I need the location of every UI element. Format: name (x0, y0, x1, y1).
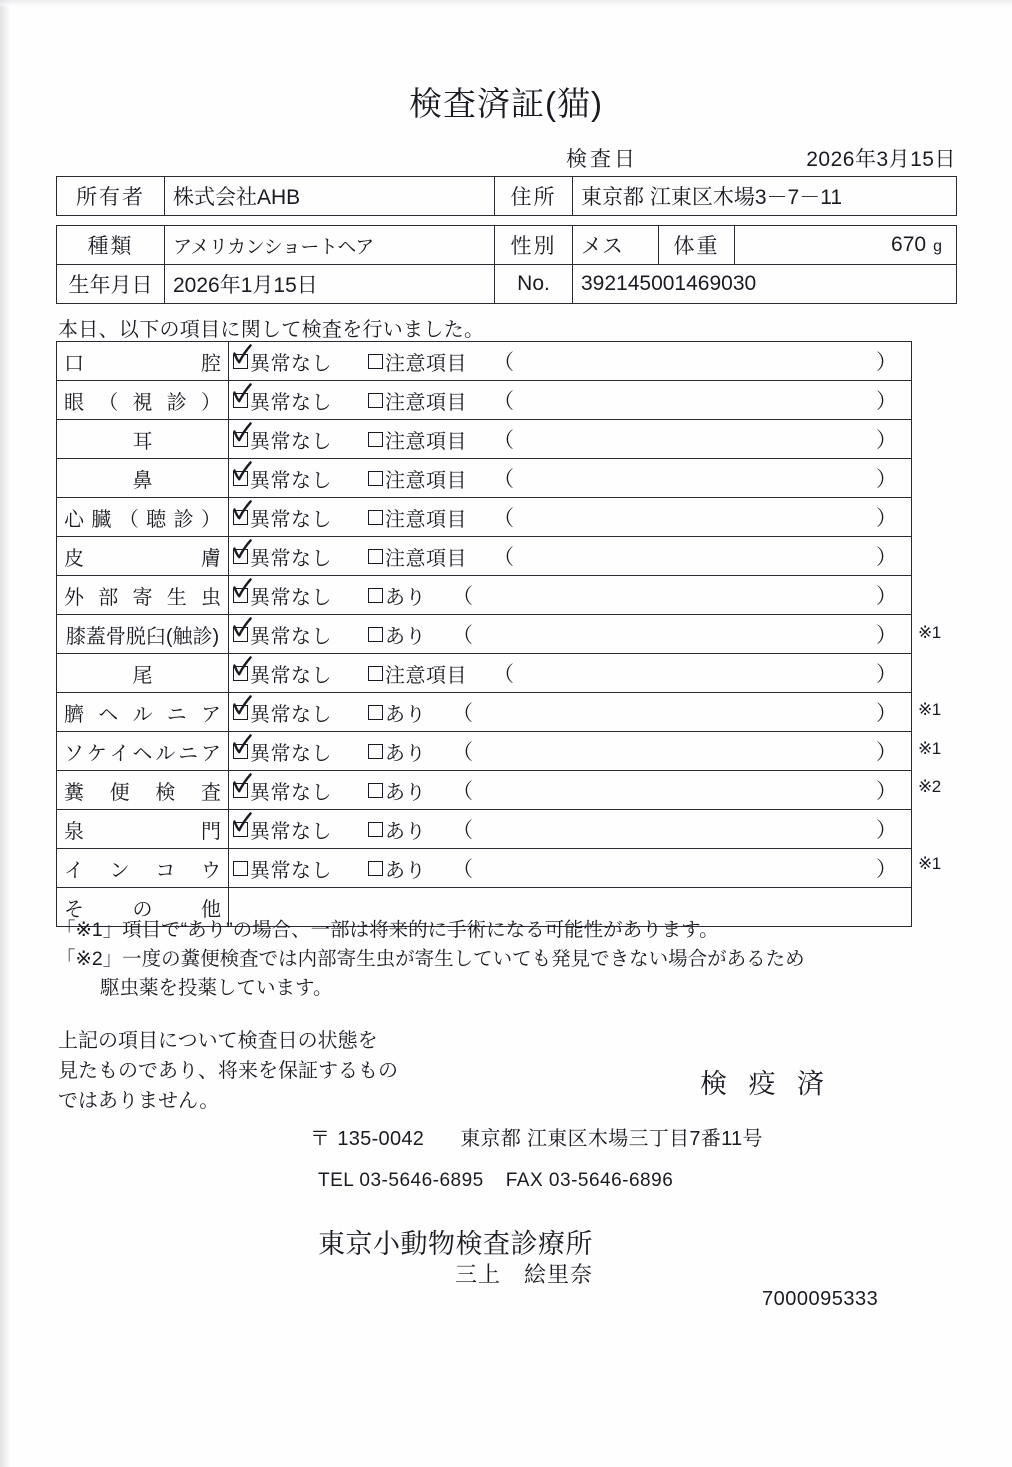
option-normal-checkbox[interactable] (233, 627, 248, 642)
option-secondary[interactable] (368, 464, 467, 493)
option-secondary[interactable] (368, 737, 426, 766)
remark-paren-close: ） (876, 819, 897, 842)
page-title: 検査済証(猫) (409, 85, 603, 122)
remark-paren-close: ） (876, 507, 897, 530)
option-secondary-label: あり (385, 625, 426, 648)
scan-edge-shadow-left (0, 0, 10, 1467)
exam-date-row (56, 143, 956, 169)
checklist-options-cell (229, 381, 912, 420)
checklist-item-label (57, 342, 229, 381)
option-normal[interactable] (233, 737, 332, 766)
checklist-item-label (57, 732, 229, 771)
remark-paren-open: （ (493, 390, 514, 413)
remark-paren-close: ） (876, 858, 897, 881)
clinic-postal-line (310, 1122, 763, 1151)
remark-paren-close: ） (876, 624, 897, 647)
option-secondary[interactable] (368, 659, 467, 688)
weight-label: 体重 (659, 226, 735, 265)
clinic-tel: TEL 03-5646-6895 (318, 1170, 484, 1191)
remark-paren-close: ） (876, 663, 897, 686)
option-normal-checkbox[interactable] (233, 744, 248, 759)
checklist-item-label (57, 498, 229, 537)
disclaimer-line-3: ではありません。 (58, 1090, 220, 1112)
option-secondary-label: あり (385, 586, 426, 609)
sex-value: メス (573, 226, 659, 265)
scan-edge-shadow-top (0, 0, 1012, 6)
clinic-address: 東京都 江東区木場三丁目7番11号 (460, 1128, 763, 1150)
option-secondary-checkbox[interactable] (368, 705, 383, 720)
checklist-item-label (57, 615, 229, 654)
option-normal[interactable] (233, 620, 332, 649)
clinic-fax: FAX 03-5646-6896 (505, 1170, 674, 1191)
option-normal[interactable] (233, 815, 332, 844)
remark-paren-close: ） (876, 429, 897, 452)
option-secondary-label: 注意項目 (385, 469, 467, 492)
remark-paren-close: ） (876, 351, 897, 374)
option-normal-label: 異常なし (250, 625, 332, 648)
option-secondary-label: あり (385, 781, 426, 804)
option-secondary-checkbox[interactable] (368, 432, 383, 447)
checklist-item-label (57, 537, 229, 576)
option-normal-label: 異常なし (250, 391, 332, 414)
checklist-row (57, 459, 912, 498)
remark-paren-open: （ (452, 858, 473, 881)
label-text: ソ ケ イ ヘ ル ニ ア (64, 742, 221, 765)
option-secondary-checkbox[interactable] (368, 588, 383, 603)
option-line (233, 459, 911, 497)
label-text: 口 腔 (64, 352, 221, 375)
checklist-row (57, 810, 912, 849)
option-secondary-label: 注意項目 (385, 391, 467, 414)
option-line (233, 771, 911, 809)
address-value: 東京都 江東区木場3－7－11 (573, 177, 957, 216)
checklist-lead-text: 本日、以下の項目に関して検査を行いました。 (58, 319, 485, 341)
checklist-row (57, 420, 912, 459)
option-secondary[interactable] (368, 581, 426, 610)
option-secondary-label: 注意項目 (385, 547, 467, 570)
number-value: 392145001469030 (573, 265, 957, 304)
option-normal[interactable] (233, 503, 332, 532)
address-label: 住所 (495, 177, 573, 216)
footnote-2: 「※2」一度の糞便検査では内部寄生虫が寄生していても発見できない場合があるため (56, 948, 805, 970)
number-label: No. (495, 265, 573, 304)
label-text: 膝蓋骨脱臼(触診) (65, 625, 220, 648)
option-normal-label: 異常なし (250, 781, 332, 804)
option-normal-label: 異常なし (250, 352, 332, 375)
option-normal[interactable] (233, 698, 332, 727)
checklist-row (57, 771, 912, 810)
option-normal-checkbox[interactable] (233, 354, 248, 369)
option-normal-checkbox[interactable] (233, 471, 248, 486)
option-secondary-label: 注意項目 (385, 430, 467, 453)
checklist-row (57, 498, 912, 537)
option-secondary[interactable] (368, 425, 467, 454)
option-normal-label: 異常なし (250, 430, 332, 453)
option-line (233, 576, 911, 614)
clinic-zip: 135-0042 (337, 1128, 425, 1150)
checklist-row (57, 537, 912, 576)
option-line (233, 381, 911, 419)
option-secondary-checkbox[interactable] (368, 549, 383, 564)
option-normal[interactable] (233, 542, 332, 571)
checklist-options-cell (229, 420, 912, 459)
option-normal-label: 異常なし (250, 469, 332, 492)
option-line (233, 420, 911, 458)
option-secondary[interactable] (368, 776, 426, 805)
option-secondary-label: あり (385, 859, 426, 882)
checklist-row (57, 576, 912, 615)
option-normal[interactable] (233, 347, 332, 376)
checklist-options-cell (229, 654, 912, 693)
option-normal[interactable] (233, 854, 332, 883)
checklist-options-cell (229, 615, 912, 654)
checklist-item-label (57, 459, 229, 498)
remark-paren-close: ） (876, 741, 897, 764)
option-line (233, 537, 911, 575)
remark-paren-close: ） (876, 585, 897, 608)
checklist-row (57, 693, 912, 732)
option-line (233, 654, 911, 692)
checklist-options-cell (229, 849, 912, 888)
footnote-marker: ※1 (918, 738, 941, 758)
option-normal-checkbox[interactable] (233, 861, 248, 876)
option-line (233, 693, 911, 731)
checklist-item-label (57, 810, 229, 849)
label-text: イ ン コ ウ (64, 859, 221, 882)
remark-paren-close: ） (876, 702, 897, 725)
footnote-marker: ※1 (918, 700, 941, 720)
veterinarian-name: 三上 絵里奈 (455, 1262, 594, 1287)
birthdate-label: 生年月日 (57, 265, 165, 304)
remark-paren-close: ） (876, 468, 897, 491)
option-normal-label: 異常なし (250, 703, 332, 726)
birthdate-row (57, 265, 957, 304)
checklist-row (57, 342, 912, 381)
option-secondary-checkbox[interactable] (368, 510, 383, 525)
weight-value: 670 (891, 233, 927, 256)
remark-paren-close: ） (876, 546, 897, 569)
option-normal[interactable] (233, 659, 332, 688)
label-text: そ の 他 (64, 898, 221, 921)
footnote-1: 「※1」項目で“あり”の場合、一部は将来的に手術になる可能性があります。 (56, 919, 719, 941)
breed-label: 種類 (57, 226, 165, 265)
option-secondary[interactable] (368, 503, 467, 532)
checklist-item-label (57, 576, 229, 615)
option-secondary-checkbox[interactable] (368, 822, 383, 837)
checklist-item-label (57, 693, 229, 732)
option-line (233, 342, 911, 380)
sex-label: 性別 (495, 226, 573, 265)
option-secondary-label: 注意項目 (385, 664, 467, 687)
checklist-item-label (57, 849, 229, 888)
inspection-checklist-table (56, 341, 912, 927)
option-line (233, 849, 911, 887)
label-text: 臍 ヘ ル ニ ア (64, 703, 221, 726)
checklist-row (57, 615, 912, 654)
footnote-marker: ※2 (918, 777, 941, 797)
option-secondary[interactable] (368, 386, 467, 415)
label-text: 糞 便 検 査 (64, 781, 221, 804)
label-text: 鼻 (132, 469, 153, 492)
option-line (233, 498, 911, 536)
option-normal-checkbox[interactable] (233, 822, 248, 837)
checklist-item-label (57, 381, 229, 420)
disclaimer-line-1: 上記の項目について検査日の状態を (58, 1030, 378, 1052)
checklist-options-cell (229, 459, 912, 498)
option-normal-checkbox[interactable] (233, 549, 248, 564)
option-secondary[interactable] (368, 698, 426, 727)
option-normal-label: 異常なし (250, 859, 332, 882)
label-text: 眼 （ 視 診 ） (64, 391, 221, 414)
option-normal-checkbox[interactable] (233, 588, 248, 603)
remark-paren-open: （ (452, 624, 473, 647)
checklist-row (57, 849, 912, 888)
label-text: 耳 (132, 430, 153, 453)
label-text: 尾 (132, 664, 153, 687)
label-text: 泉 門 (64, 820, 221, 843)
remark-paren-open: （ (493, 663, 514, 686)
option-secondary-checkbox[interactable] (368, 627, 383, 642)
option-secondary[interactable] (368, 542, 467, 571)
option-secondary-checkbox[interactable] (368, 393, 383, 408)
breed-value: アメリカンショートヘア (165, 226, 495, 265)
option-secondary-checkbox[interactable] (368, 744, 383, 759)
option-normal-label: 異常なし (250, 664, 332, 687)
remark-paren-open: （ (452, 741, 473, 764)
remark-paren-open: （ (493, 546, 514, 569)
clinic-contact-line (318, 1170, 673, 1192)
exam-date-label: 検査日 (566, 148, 638, 171)
option-secondary-label: 注意項目 (385, 352, 467, 375)
option-secondary[interactable] (368, 620, 426, 649)
option-line (233, 810, 911, 848)
owner-row (57, 177, 957, 216)
footnote-marker: ※1 (918, 623, 941, 643)
option-secondary-checkbox[interactable] (368, 861, 383, 876)
option-normal-label: 異常なし (250, 547, 332, 570)
checklist-row (57, 654, 912, 693)
checklist-row (57, 381, 912, 420)
option-normal-label: 異常なし (250, 508, 332, 531)
owner-table (56, 176, 957, 216)
quarantine-stamp: 検 疫 済 (700, 1069, 832, 1099)
disclaimer (58, 1026, 398, 1116)
option-secondary-label: あり (385, 703, 426, 726)
option-secondary-label: あり (385, 820, 426, 843)
remark-paren-open: （ (452, 780, 473, 803)
option-line (233, 732, 911, 770)
disclaimer-line-2: 見たものであり、将来を保証するもの (58, 1060, 398, 1082)
checklist-row (57, 732, 912, 771)
remark-paren-open: （ (493, 507, 514, 530)
option-secondary-checkbox[interactable] (368, 783, 383, 798)
remark-paren-open: （ (493, 468, 514, 491)
label-text: 皮 膚 (64, 547, 221, 570)
option-secondary-checkbox[interactable] (368, 354, 383, 369)
remark-paren-close: ） (876, 390, 897, 413)
reference-number: 7000095333 (762, 1288, 879, 1310)
remark-paren-open: （ (452, 819, 473, 842)
option-normal-checkbox[interactable] (233, 666, 248, 681)
remark-paren-open: （ (452, 585, 473, 608)
owner-label: 所有者 (57, 177, 165, 216)
option-secondary[interactable] (368, 854, 426, 883)
clinic-name: 東京小動物検査診療所 (318, 1229, 593, 1259)
checklist-item-label (57, 654, 229, 693)
option-normal-checkbox[interactable] (233, 393, 248, 408)
option-normal-checkbox[interactable] (233, 510, 248, 525)
option-normal-checkbox[interactable] (233, 432, 248, 447)
option-secondary[interactable] (368, 347, 467, 376)
checklist-options-cell (229, 732, 912, 771)
option-normal[interactable] (233, 581, 332, 610)
option-line (233, 615, 911, 653)
option-normal-checkbox[interactable] (233, 705, 248, 720)
label-text: 外 部 寄 生 虫 (64, 586, 221, 609)
remark-paren-open: （ (493, 351, 514, 374)
option-secondary[interactable] (368, 815, 426, 844)
checklist-item-label (57, 771, 229, 810)
checklist-options-cell (229, 771, 912, 810)
remark-paren-open: （ (452, 702, 473, 725)
animal-table (56, 225, 957, 304)
exam-date-value: 2026年3月15日 (806, 148, 956, 171)
footnote-2-cont: 駆虫薬を投薬しています。 (100, 977, 333, 999)
option-normal-label: 異常なし (250, 742, 332, 765)
checklist-options-cell (229, 537, 912, 576)
label-text: 心 臓 （ 聴 診 ） (64, 508, 221, 531)
remark-paren-close: ） (876, 780, 897, 803)
option-normal[interactable] (233, 386, 332, 415)
option-secondary-checkbox[interactable] (368, 666, 383, 681)
option-normal-label: 異常なし (250, 820, 332, 843)
option-normal-label: 異常なし (250, 586, 332, 609)
option-secondary-checkbox[interactable] (368, 471, 383, 486)
checklist-options-cell (229, 498, 912, 537)
breed-row (57, 226, 957, 265)
checklist-options-cell (229, 810, 912, 849)
weight-value-cell (735, 226, 957, 265)
option-normal[interactable] (233, 776, 332, 805)
remark-paren-open: （ (493, 429, 514, 452)
option-normal[interactable] (233, 464, 332, 493)
checklist-options-cell (229, 342, 912, 381)
option-secondary-label: 注意項目 (385, 508, 467, 531)
owner-value: 株式会社AHB (165, 177, 495, 216)
option-secondary-label: あり (385, 742, 426, 765)
weight-unit: g (933, 238, 942, 255)
footnote-marker: ※1 (918, 854, 941, 874)
option-normal-checkbox[interactable] (233, 783, 248, 798)
postal-mark-icon: 〒 (310, 1128, 331, 1150)
footnotes (56, 916, 805, 1003)
birthdate-value: 2026年1月15日 (165, 265, 495, 304)
checklist-options-cell (229, 576, 912, 615)
checklist-options-cell (229, 693, 912, 732)
checklist-item-label (57, 420, 229, 459)
option-normal[interactable] (233, 425, 332, 454)
